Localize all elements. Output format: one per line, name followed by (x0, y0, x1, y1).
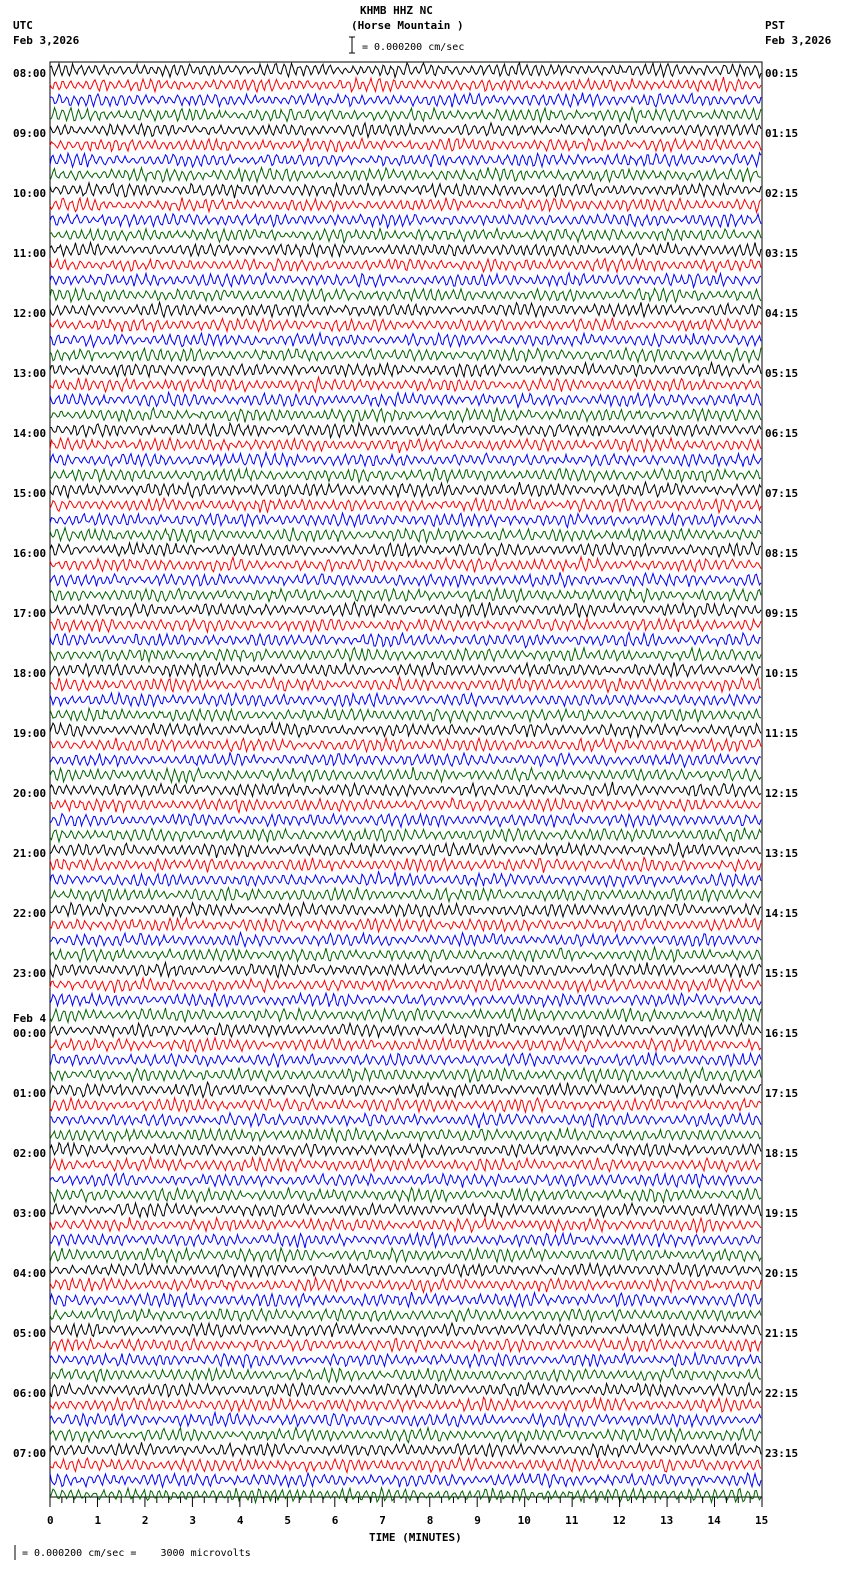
seismic-trace (50, 543, 761, 557)
seismic-trace (50, 1098, 761, 1113)
seismic-trace (50, 93, 761, 108)
right-date: Feb 3,2026 (765, 34, 832, 47)
x-tick-label: 4 (236, 1514, 244, 1527)
seismic-trace (50, 1068, 761, 1083)
pst-hour-label: 10:15 (765, 667, 799, 680)
utc-hour-label: 20:00 (13, 787, 47, 800)
utc-hour-label: 01:00 (13, 1087, 47, 1100)
pst-hour-label: 06:15 (765, 427, 799, 440)
utc-hour-label: 12:00 (13, 307, 47, 320)
seismic-trace (50, 1368, 761, 1382)
utc-hour-label: 09:00 (13, 127, 47, 140)
x-tick-label: 7 (379, 1514, 386, 1527)
x-tick-label: 12 (612, 1514, 626, 1527)
utc-hour-label: 22:00 (13, 907, 47, 920)
utc-hour-label: 08:00 (13, 67, 47, 80)
seismic-trace (50, 318, 761, 332)
seismic-trace (50, 572, 761, 587)
seismic-trace (50, 962, 761, 977)
pst-hour-label: 09:15 (765, 607, 799, 620)
seismic-trace (50, 1413, 761, 1427)
seismic-trace (50, 1143, 761, 1158)
seismic-trace (50, 1428, 761, 1443)
seismic-trace (50, 302, 761, 317)
pst-hour-label: 03:15 (765, 247, 799, 260)
seismic-trace (50, 1278, 761, 1293)
pst-hour-label: 23:15 (765, 1447, 799, 1460)
seismic-trace (50, 782, 761, 797)
seismic-trace (50, 798, 761, 813)
seismic-trace (50, 363, 761, 377)
seismic-trace (50, 602, 761, 617)
right-timezone: PST (765, 19, 785, 32)
seismic-trace (50, 933, 761, 947)
utc-hour-label: 05:00 (13, 1327, 47, 1340)
seismic-trace (50, 77, 761, 92)
seismic-trace (50, 1382, 761, 1397)
utc-hour-label: 16:00 (13, 547, 47, 560)
seismic-trace (50, 1248, 761, 1263)
x-tick-label: 14 (707, 1514, 721, 1527)
seismic-trace (50, 229, 761, 243)
pst-hour-label: 08:15 (765, 547, 799, 560)
pst-hour-label: 18:15 (765, 1147, 799, 1160)
pst-hour-label: 04:15 (765, 307, 799, 320)
pst-hour-label: 11:15 (765, 727, 799, 740)
seismic-trace (50, 1082, 761, 1097)
seismic-trace (50, 633, 761, 648)
utc-hour-label: 02:00 (13, 1147, 47, 1160)
seismic-trace (50, 138, 761, 152)
scale-label: = 0.000200 cm/sec (362, 42, 465, 53)
seismic-trace (50, 438, 761, 453)
x-tick-label: 2 (141, 1514, 149, 1527)
x-tick-label: 15 (755, 1514, 769, 1527)
seismic-trace (50, 333, 761, 347)
seismic-trace (50, 348, 761, 363)
seismic-trace (50, 708, 761, 722)
pst-hour-label: 01:15 (765, 127, 799, 140)
seismic-trace (50, 1113, 761, 1128)
seismic-trace (50, 619, 761, 632)
seismic-trace (50, 513, 761, 527)
seismic-trace (50, 993, 761, 1007)
seismic-trace (50, 1473, 761, 1487)
seismic-trace (50, 1038, 761, 1053)
x-tick-label: 6 (331, 1514, 339, 1527)
utc-hour-label: 06:00 (13, 1387, 47, 1400)
seismic-trace (50, 468, 761, 482)
seismic-trace (50, 273, 761, 287)
seismic-trace (50, 498, 761, 513)
pst-hour-label: 16:15 (765, 1027, 799, 1040)
seismic-trace (50, 648, 761, 662)
seismic-trace (50, 1173, 761, 1187)
seismic-trace (50, 482, 761, 498)
seismic-trace (50, 978, 761, 993)
seismic-trace (50, 677, 761, 692)
x-tick-label: 3 (189, 1514, 197, 1527)
utc-hour-label: 13:00 (13, 367, 47, 380)
seismic-trace (50, 872, 761, 887)
x-tick-label: 11 (565, 1514, 579, 1527)
seismic-trace (50, 557, 761, 573)
utc-hour-label: 21:00 (13, 847, 47, 860)
seismic-trace (50, 1458, 761, 1473)
seismic-trace (50, 108, 761, 123)
x-tick-label: 1 (94, 1514, 102, 1527)
pst-hour-label: 15:15 (765, 967, 799, 980)
x-tick-label: 0 (47, 1514, 54, 1527)
x-tick-label: 5 (284, 1514, 291, 1527)
seismic-trace (50, 1263, 761, 1278)
seismic-trace (50, 1157, 761, 1172)
seismic-trace (50, 198, 761, 213)
seismic-trace (50, 858, 761, 873)
pst-hour-label: 00:15 (765, 67, 799, 80)
seismic-trace (50, 1008, 761, 1023)
seismic-trace (50, 153, 761, 167)
seismic-trace (50, 887, 761, 902)
utc-hour-label: 14:00 (13, 427, 47, 440)
utc-hour-label: 15:00 (13, 487, 47, 500)
seismic-trace (50, 392, 761, 407)
seismic-trace (50, 183, 761, 198)
x-tick-label: 10 (517, 1514, 531, 1527)
seismic-trace (50, 588, 761, 602)
seismic-trace (50, 288, 761, 302)
pst-hour-label: 20:15 (765, 1267, 799, 1280)
seismic-trace (50, 662, 761, 677)
utc-hour-label: 17:00 (13, 607, 47, 620)
pst-hour-label: 22:15 (765, 1387, 799, 1400)
seismic-trace (50, 423, 761, 438)
seismic-trace (50, 123, 761, 137)
pst-hour-label: 12:15 (765, 787, 799, 800)
left-date: Feb 3,2026 (13, 34, 80, 47)
pst-hour-label: 19:15 (765, 1207, 799, 1220)
seismic-trace (50, 259, 761, 273)
seismic-trace (50, 1187, 761, 1202)
x-tick-label: 8 (426, 1514, 434, 1527)
seismic-trace (50, 63, 761, 78)
utc-hour-label: 23:00 (13, 967, 47, 980)
seismic-trace (50, 752, 761, 767)
utc-hour-label: 04:00 (13, 1267, 47, 1280)
seismic-trace (50, 738, 761, 752)
seismic-trace (50, 214, 761, 228)
utc-hour-label: 10:00 (13, 187, 47, 200)
pst-hour-label: 07:15 (765, 487, 799, 500)
seismic-trace (50, 828, 761, 843)
seismic-trace (50, 1292, 761, 1307)
utc-hour-label: 07:00 (13, 1447, 47, 1460)
seismic-trace (50, 167, 761, 182)
seismic-trace (50, 1323, 761, 1337)
utc-hour-label: 00:00 (13, 1027, 47, 1040)
station-name: (Horse Mountain ) (351, 19, 464, 32)
seismic-trace (50, 1217, 761, 1232)
seismic-trace (50, 842, 761, 858)
seismic-trace (50, 903, 761, 917)
seismic-trace (50, 722, 761, 737)
seismic-trace (50, 1128, 761, 1142)
x-axis-label: TIME (MINUTES) (369, 1531, 462, 1544)
x-tick-label: 9 (474, 1514, 481, 1527)
pst-hour-label: 13:15 (765, 847, 799, 860)
pst-hour-label: 05:15 (765, 367, 799, 380)
seismic-trace (50, 918, 761, 932)
pst-hour-label: 14:15 (765, 907, 799, 920)
seismic-trace (50, 1338, 761, 1352)
seismic-trace (50, 408, 761, 423)
pst-hour-label: 02:15 (765, 187, 799, 200)
station-title: KHMB HHZ NC (360, 4, 433, 17)
seismic-trace (50, 1442, 761, 1458)
seismic-trace (50, 1309, 761, 1322)
utc-hour-label: 19:00 (13, 727, 47, 740)
seismic-trace (50, 242, 761, 257)
utc-hour-label: 18:00 (13, 667, 47, 680)
seismic-trace (50, 1203, 761, 1217)
utc-hour-label: 03:00 (13, 1207, 47, 1220)
seismic-trace (50, 767, 761, 783)
date-change-label: Feb 4 (13, 1012, 47, 1025)
seismic-trace (50, 377, 761, 392)
pst-hour-label: 21:15 (765, 1327, 799, 1340)
x-tick-label: 13 (660, 1514, 674, 1527)
seismic-trace (50, 693, 761, 707)
seismic-trace (50, 1233, 761, 1248)
seismic-trace (50, 528, 761, 543)
seismic-trace (50, 1053, 761, 1068)
footer-scale-label: = 0.000200 cm/sec = 3000 microvolts (22, 1548, 251, 1559)
seismic-trace (50, 453, 761, 467)
utc-hour-label: 11:00 (13, 247, 47, 260)
seismic-trace (50, 1353, 761, 1368)
pst-hour-label: 17:15 (765, 1087, 799, 1100)
seismic-trace (50, 1023, 761, 1037)
left-timezone: UTC (13, 19, 33, 32)
seismic-trace (50, 814, 761, 828)
seismic-trace (50, 1397, 761, 1412)
seismic-trace (50, 947, 761, 962)
